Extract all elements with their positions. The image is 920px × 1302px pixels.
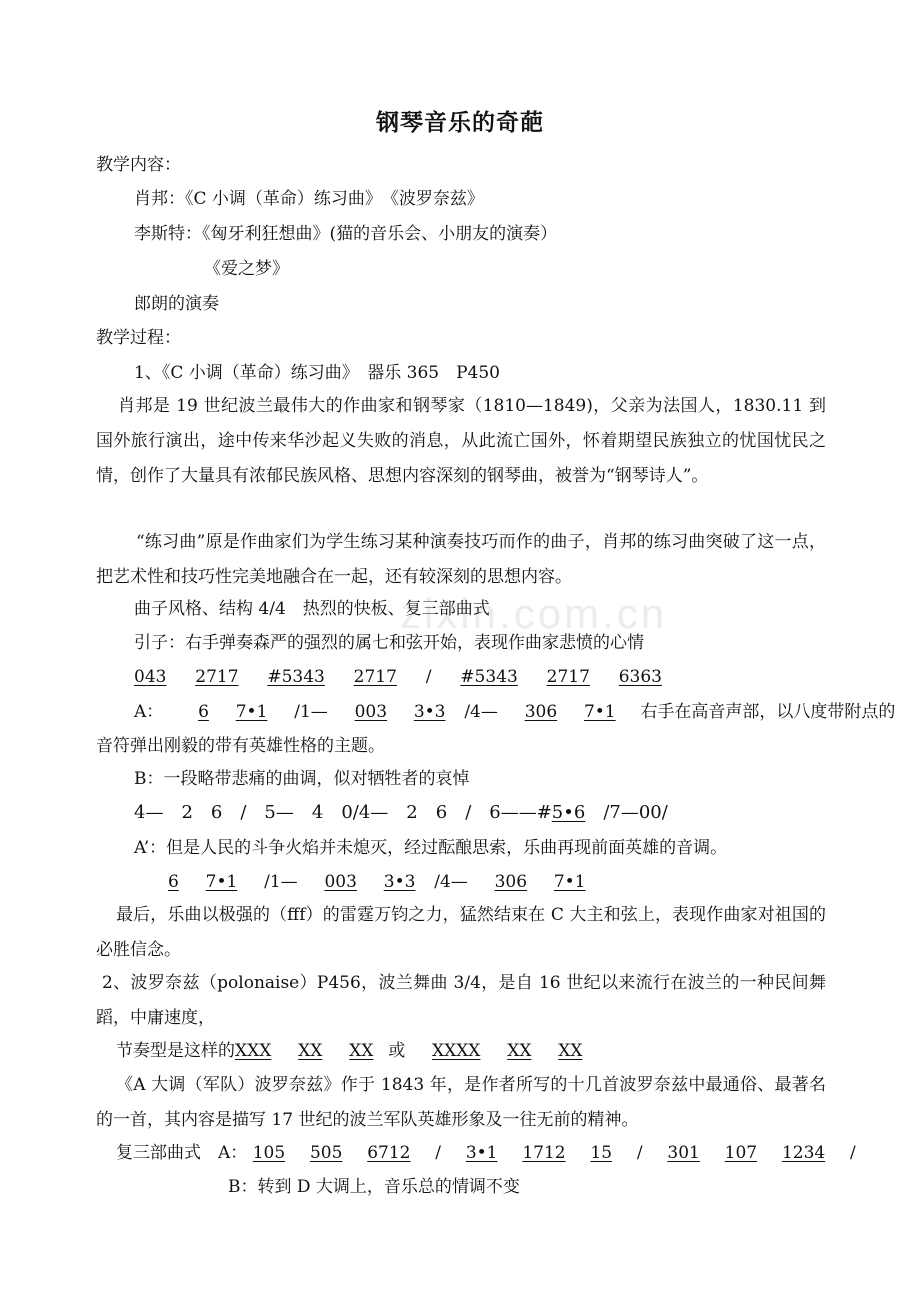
note-group: 107 [724, 1143, 758, 1163]
watermark: zixin.com.cn [400, 590, 668, 637]
b-notes-underlined: 5•6 [551, 802, 586, 823]
rhythm-pattern: XXX [235, 1041, 272, 1061]
note-group: 7•1 [553, 872, 586, 892]
note-group: 301 [667, 1143, 700, 1163]
note-group: 306 [524, 702, 558, 722]
note-group: 15 [590, 1143, 613, 1163]
b-line: B：一段略带悲痛的曲调，似对牺牲者的哀悼 [134, 769, 470, 789]
section1-intro: 肖邦是 19 世纪波兰最伟大的作曲家和钢琴家（1810—1849)，父亲为法国人，1830.11 到国外旅行演出，途中传来华沙起义失败的消息，从此流亡国外，怀着期望民族独立的忧国忧民之情，创作了大量具有浓郁民族风格、思想内容深刻的钢琴曲，被誉为“钢琴诗人”。 [96, 396, 826, 486]
note-group: 6363 [618, 667, 662, 687]
section2-heading: 2、波罗奈兹（polonaise）P456，波兰舞曲 3/4，是自 16 世纪以来流行在波兰的一种民间舞蹈，中庸速度， [96, 973, 826, 1028]
process-label: 教学过程： [96, 328, 181, 348]
section1-intro-line: 引子：右手弹奏森严的强烈的属七和弦开始，表现作曲家悲愤的心情 [134, 633, 644, 653]
intro-notes [134, 665, 662, 689]
bar-line: / [850, 1143, 856, 1163]
note-group: 6 [168, 872, 179, 892]
b-notes-part2: /7—00/ [585, 802, 668, 823]
section1-etude: “练习曲”原是作曲家们为学生练习某种演奏技巧而作的曲子，肖邦的练习曲突破了这一点，把艺术性和技巧性完美地融合在一起，还有较深刻的思想内容。 [96, 532, 826, 587]
note-group: 7•1 [205, 872, 238, 892]
note-group: /1— [264, 872, 298, 892]
page-title: 钢琴音乐的奇葩 [376, 109, 544, 136]
note-group: 2717 [546, 667, 590, 687]
note-group: 6 [198, 702, 209, 722]
content-liszt: 李斯特：《匈牙利狂想曲》(猫的音乐会、小朋友的演奏） [134, 224, 558, 244]
a-major-polonaise: 《A 大调（军队）波罗奈兹》作于 1843 年，是作者所写的十几首波罗奈兹中最通俗、最著名的一首，其内容是描写 17 世纪的波兰军队英雄形象及一往无前的精神。 [96, 1075, 826, 1130]
note-group: 2717 [353, 667, 397, 687]
bar-line: / [435, 1143, 442, 1163]
a-text-2: 音符弹出刚毅的带有英雄性格的主题。 [96, 736, 385, 756]
note-group: 3•3 [413, 702, 446, 722]
b-notes [134, 801, 668, 825]
rhythm-or: 或 [388, 1041, 406, 1061]
rhythm-pattern: XX [349, 1041, 374, 1061]
rhythm-pattern: XXXX [432, 1041, 481, 1061]
note-group: /4— [464, 702, 498, 722]
content-langlang: 郎朗的演奏 [134, 294, 219, 314]
a-text: 右手在高音声部，以八度带附点的 [640, 702, 896, 722]
note-group: 3•1 [465, 1143, 498, 1163]
rhythm-line [116, 1039, 582, 1063]
note-group: 003 [354, 702, 388, 722]
rhythm-pattern: XX [558, 1041, 583, 1061]
a-prime-line: A’：但是人民的斗争火焰并未熄灭，经过酝酿思索，乐曲再现前面英雄的音调。 [134, 838, 728, 858]
note-group: 505 [309, 1143, 343, 1163]
b-section: B：转到 D 大调上，音乐总的情调不变 [228, 1177, 520, 1197]
a-prime-notes [168, 870, 586, 894]
note-group: 1712 [522, 1143, 566, 1163]
form-line [116, 1141, 856, 1165]
note-group: 7•1 [235, 702, 268, 722]
bar-line: / [636, 1143, 643, 1163]
note-group: 7•1 [583, 702, 616, 722]
note-group: 105 [252, 1143, 286, 1163]
rhythm-pattern: XX [507, 1041, 532, 1061]
note-group: 6712 [367, 1143, 411, 1163]
section1-heading: 1、《C 小调（革命）练习曲》 器乐 365 P450 [134, 363, 500, 383]
a-label: A： [134, 702, 164, 722]
content-liszt-2: 《爱之梦》 [204, 259, 289, 279]
section1-style: 曲子风格、结构 4/4 热烈的快板、复三部曲式 [134, 599, 490, 619]
form-label: 复三部曲式 A： [116, 1143, 248, 1163]
note-group: /1— [294, 702, 328, 722]
a-theme-line [134, 700, 895, 724]
note-group: 2717 [195, 667, 239, 687]
note-group: /4— [434, 872, 468, 892]
note-group: 3•3 [383, 872, 416, 892]
note-group: #5343 [267, 667, 325, 687]
content-label: 教学内容： [96, 155, 181, 175]
content-chopin: 肖邦：《C 小调（革命）练习曲》 《波罗奈兹》 [134, 189, 484, 209]
note-group: 1234 [781, 1143, 826, 1163]
note-group: #5343 [460, 667, 518, 687]
note-group: 306 [494, 872, 528, 892]
note-group: 003 [324, 872, 357, 892]
section1-ending: 最后，乐曲以极强的（fff）的雷霆万钧之力，猛然结束在 C 大主和弦上，表现作曲家对祖国的必胜信念。 [96, 905, 826, 960]
rhythm-label: 节奏型是这样的 [116, 1041, 235, 1061]
rhythm-pattern: XX [298, 1041, 323, 1061]
bar-line: / [425, 667, 432, 687]
note-group: 043 [134, 667, 167, 687]
b-notes-part1: 4— 2 6 / 5— 4 0/4— 2 6 / 6——# [134, 802, 552, 823]
